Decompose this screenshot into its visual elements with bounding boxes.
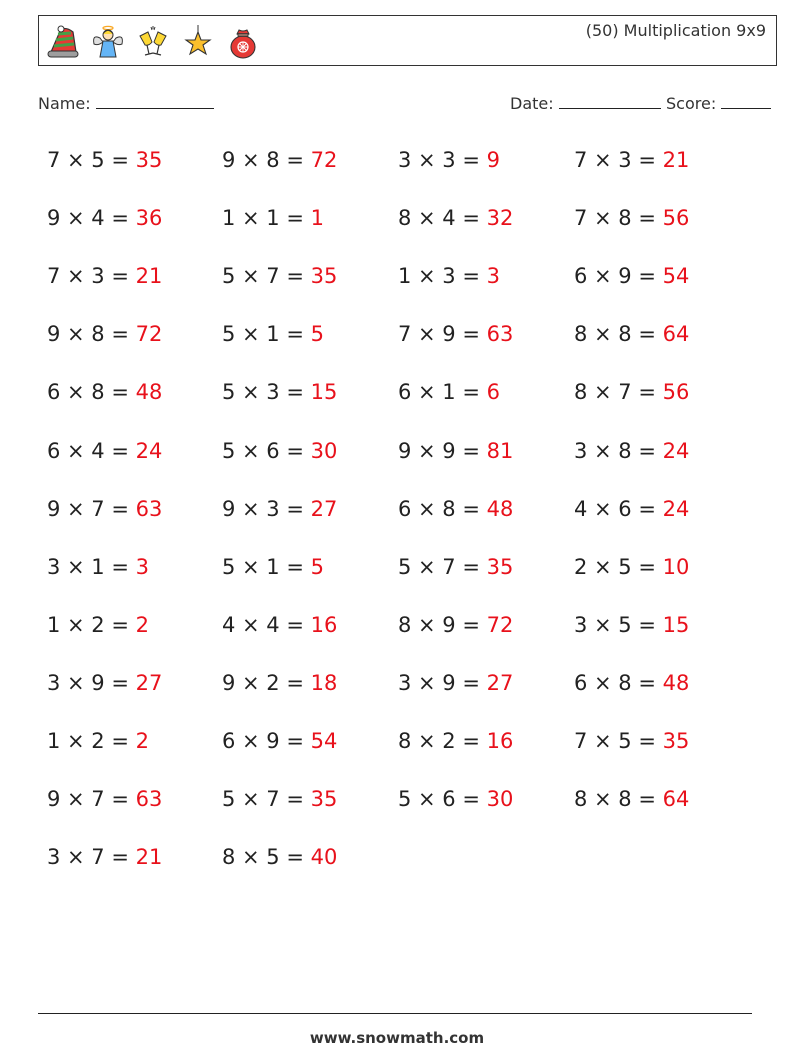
score-field <box>666 93 771 113</box>
problem-question: 9 × 7 = <box>47 787 136 811</box>
date-label: Date: <box>510 94 554 113</box>
problem-question: 1 × 3 = <box>398 264 487 288</box>
problem-item <box>47 847 162 868</box>
problem-answer: 18 <box>310 671 338 695</box>
problem-answer: 72 <box>310 148 338 172</box>
problem-answer: 24 <box>135 439 163 463</box>
problem-item <box>574 499 689 520</box>
problem-answer: 36 <box>135 206 163 230</box>
problem-item <box>222 499 337 520</box>
problem-item <box>222 731 337 752</box>
problem-answer: 2 <box>135 729 149 753</box>
problem-item <box>47 673 162 694</box>
problem-item <box>574 789 689 810</box>
problem-answer: 1 <box>310 206 324 230</box>
problem-item <box>222 324 324 345</box>
problem-question: 7 × 9 = <box>398 322 487 346</box>
problem-question: 3 × 7 = <box>47 845 136 869</box>
problem-item <box>47 441 162 462</box>
star-ornament-icon <box>180 24 216 60</box>
problem-item <box>47 789 162 810</box>
problem-question: 8 × 9 = <box>398 613 487 637</box>
problem-answer: 24 <box>662 497 690 521</box>
problem-item <box>222 673 337 694</box>
problem-item <box>398 557 513 578</box>
problem-answer: 48 <box>486 497 514 521</box>
problem-item <box>222 789 337 810</box>
problem-item <box>222 208 324 229</box>
champagne-glasses-icon <box>135 24 171 60</box>
problem-item <box>574 266 689 287</box>
problem-answer: 56 <box>662 380 690 404</box>
problem-item <box>222 382 337 403</box>
problem-question: 6 × 9 = <box>222 729 311 753</box>
problem-question: 1 × 2 = <box>47 613 136 637</box>
problem-item <box>47 208 162 229</box>
problem-question: 3 × 8 = <box>574 439 663 463</box>
problem-answer: 64 <box>662 787 690 811</box>
problem-question: 2 × 5 = <box>574 555 663 579</box>
problem-answer: 63 <box>486 322 514 346</box>
problem-question: 8 × 5 = <box>222 845 311 869</box>
problem-question: 9 × 7 = <box>47 497 136 521</box>
problem-question: 9 × 3 = <box>222 497 311 521</box>
problem-question: 5 × 1 = <box>222 555 311 579</box>
name-field <box>38 93 214 113</box>
problem-answer: 16 <box>310 613 338 637</box>
problem-item <box>398 673 513 694</box>
problem-answer: 10 <box>662 555 690 579</box>
score-blank-line <box>721 93 771 109</box>
problem-answer: 35 <box>310 264 338 288</box>
problem-answer: 15 <box>662 613 690 637</box>
worksheet-header <box>38 15 777 66</box>
footer-divider <box>38 1013 752 1014</box>
gift-sack-icon <box>225 24 261 60</box>
problem-item <box>398 266 500 287</box>
problem-answer: 27 <box>486 671 514 695</box>
problem-item <box>47 382 162 403</box>
problem-question: 8 × 7 = <box>574 380 663 404</box>
date-blank-line <box>559 93 661 109</box>
problem-answer: 3 <box>135 555 149 579</box>
problem-question: 7 × 5 = <box>47 148 136 172</box>
worksheet-title: (50) Multiplication 9x9 <box>585 21 766 40</box>
problem-answer: 63 <box>135 497 163 521</box>
problem-answer: 16 <box>486 729 514 753</box>
problem-item <box>47 615 149 636</box>
problem-answer: 2 <box>135 613 149 637</box>
problem-question: 7 × 8 = <box>574 206 663 230</box>
problem-item <box>47 150 162 171</box>
problem-answer: 35 <box>486 555 514 579</box>
problem-answer: 48 <box>662 671 690 695</box>
problem-item <box>398 382 500 403</box>
problem-item <box>222 557 324 578</box>
problem-item <box>398 150 500 171</box>
problem-answer: 81 <box>486 439 514 463</box>
problem-item <box>222 615 337 636</box>
problem-question: 5 × 6 = <box>222 439 311 463</box>
problem-answer: 48 <box>135 380 163 404</box>
problem-question: 8 × 8 = <box>574 322 663 346</box>
problem-item <box>398 615 513 636</box>
problem-item <box>398 499 513 520</box>
problem-answer: 27 <box>310 497 338 521</box>
problem-question: 9 × 9 = <box>398 439 487 463</box>
problem-question: 3 × 3 = <box>398 148 487 172</box>
problem-item <box>222 266 337 287</box>
angel-icon <box>90 24 126 60</box>
problem-item <box>222 150 337 171</box>
problem-answer: 56 <box>662 206 690 230</box>
problem-answer: 54 <box>310 729 338 753</box>
problem-item <box>398 324 513 345</box>
problem-question: 9 × 8 = <box>47 322 136 346</box>
problem-item <box>574 324 689 345</box>
problem-question: 7 × 3 = <box>574 148 663 172</box>
problem-answer: 63 <box>135 787 163 811</box>
date-field <box>510 93 661 113</box>
problem-answer: 54 <box>662 264 690 288</box>
problem-answer: 30 <box>486 787 514 811</box>
problem-answer: 5 <box>310 322 324 346</box>
problem-answer: 35 <box>310 787 338 811</box>
problem-question: 6 × 9 = <box>574 264 663 288</box>
santa-hat-icon <box>45 24 81 60</box>
problem-answer: 6 <box>486 380 500 404</box>
problem-item <box>47 266 162 287</box>
problem-answer: 35 <box>662 729 690 753</box>
problem-question: 5 × 6 = <box>398 787 487 811</box>
problem-answer: 21 <box>135 264 163 288</box>
problem-answer: 72 <box>135 322 163 346</box>
problem-question: 8 × 4 = <box>398 206 487 230</box>
problem-item <box>47 731 149 752</box>
problem-question: 4 × 4 = <box>222 613 311 637</box>
problem-answer: 15 <box>310 380 338 404</box>
problem-question: 9 × 4 = <box>47 206 136 230</box>
problem-item <box>47 499 162 520</box>
problem-item <box>47 324 162 345</box>
problem-answer: 9 <box>486 148 500 172</box>
name-blank-line <box>96 93 214 109</box>
problem-question: 5 × 7 = <box>398 555 487 579</box>
problem-answer: 24 <box>662 439 690 463</box>
problem-item <box>574 208 689 229</box>
problem-item <box>47 557 149 578</box>
problem-question: 4 × 6 = <box>574 497 663 521</box>
problem-answer: 64 <box>662 322 690 346</box>
problem-question: 5 × 1 = <box>222 322 311 346</box>
problem-answer: 27 <box>135 671 163 695</box>
footer-website: www.snowmath.com <box>309 1029 485 1047</box>
problem-item <box>398 208 513 229</box>
problem-item <box>574 557 689 578</box>
problem-answer: 72 <box>486 613 514 637</box>
problem-question: 6 × 8 = <box>398 497 487 521</box>
problem-answer: 5 <box>310 555 324 579</box>
problem-item <box>398 441 513 462</box>
problem-question: 5 × 7 = <box>222 264 311 288</box>
problem-item <box>222 847 337 868</box>
problem-question: 3 × 9 = <box>398 671 487 695</box>
problem-question: 5 × 3 = <box>222 380 311 404</box>
problem-question: 6 × 8 = <box>47 380 136 404</box>
problem-item <box>222 441 337 462</box>
problem-item <box>398 789 513 810</box>
problem-item <box>574 673 689 694</box>
problem-item <box>574 615 689 636</box>
problem-question: 3 × 9 = <box>47 671 136 695</box>
problem-item <box>574 382 689 403</box>
problem-question: 7 × 3 = <box>47 264 136 288</box>
problem-question: 1 × 2 = <box>47 729 136 753</box>
problem-item <box>574 150 689 171</box>
problem-question: 8 × 8 = <box>574 787 663 811</box>
problem-question: 3 × 5 = <box>574 613 663 637</box>
problem-question: 5 × 7 = <box>222 787 311 811</box>
problem-item <box>398 731 513 752</box>
score-label: Score: <box>666 94 717 113</box>
problem-answer: 3 <box>486 264 500 288</box>
problem-answer: 21 <box>135 845 163 869</box>
problem-item <box>574 731 689 752</box>
problem-question: 7 × 5 = <box>574 729 663 753</box>
name-label: Name: <box>38 94 91 113</box>
problem-question: 6 × 4 = <box>47 439 136 463</box>
problem-answer: 35 <box>135 148 163 172</box>
problem-question: 1 × 1 = <box>222 206 311 230</box>
problem-answer: 21 <box>662 148 690 172</box>
problem-question: 9 × 2 = <box>222 671 311 695</box>
problem-answer: 40 <box>310 845 338 869</box>
icon-strip <box>45 24 261 60</box>
problem-answer: 30 <box>310 439 338 463</box>
problem-question: 9 × 8 = <box>222 148 311 172</box>
problem-question: 8 × 2 = <box>398 729 487 753</box>
problem-question: 6 × 1 = <box>398 380 487 404</box>
problem-question: 3 × 1 = <box>47 555 136 579</box>
problem-question: 6 × 8 = <box>574 671 663 695</box>
problem-answer: 32 <box>486 206 514 230</box>
problem-item <box>574 441 689 462</box>
